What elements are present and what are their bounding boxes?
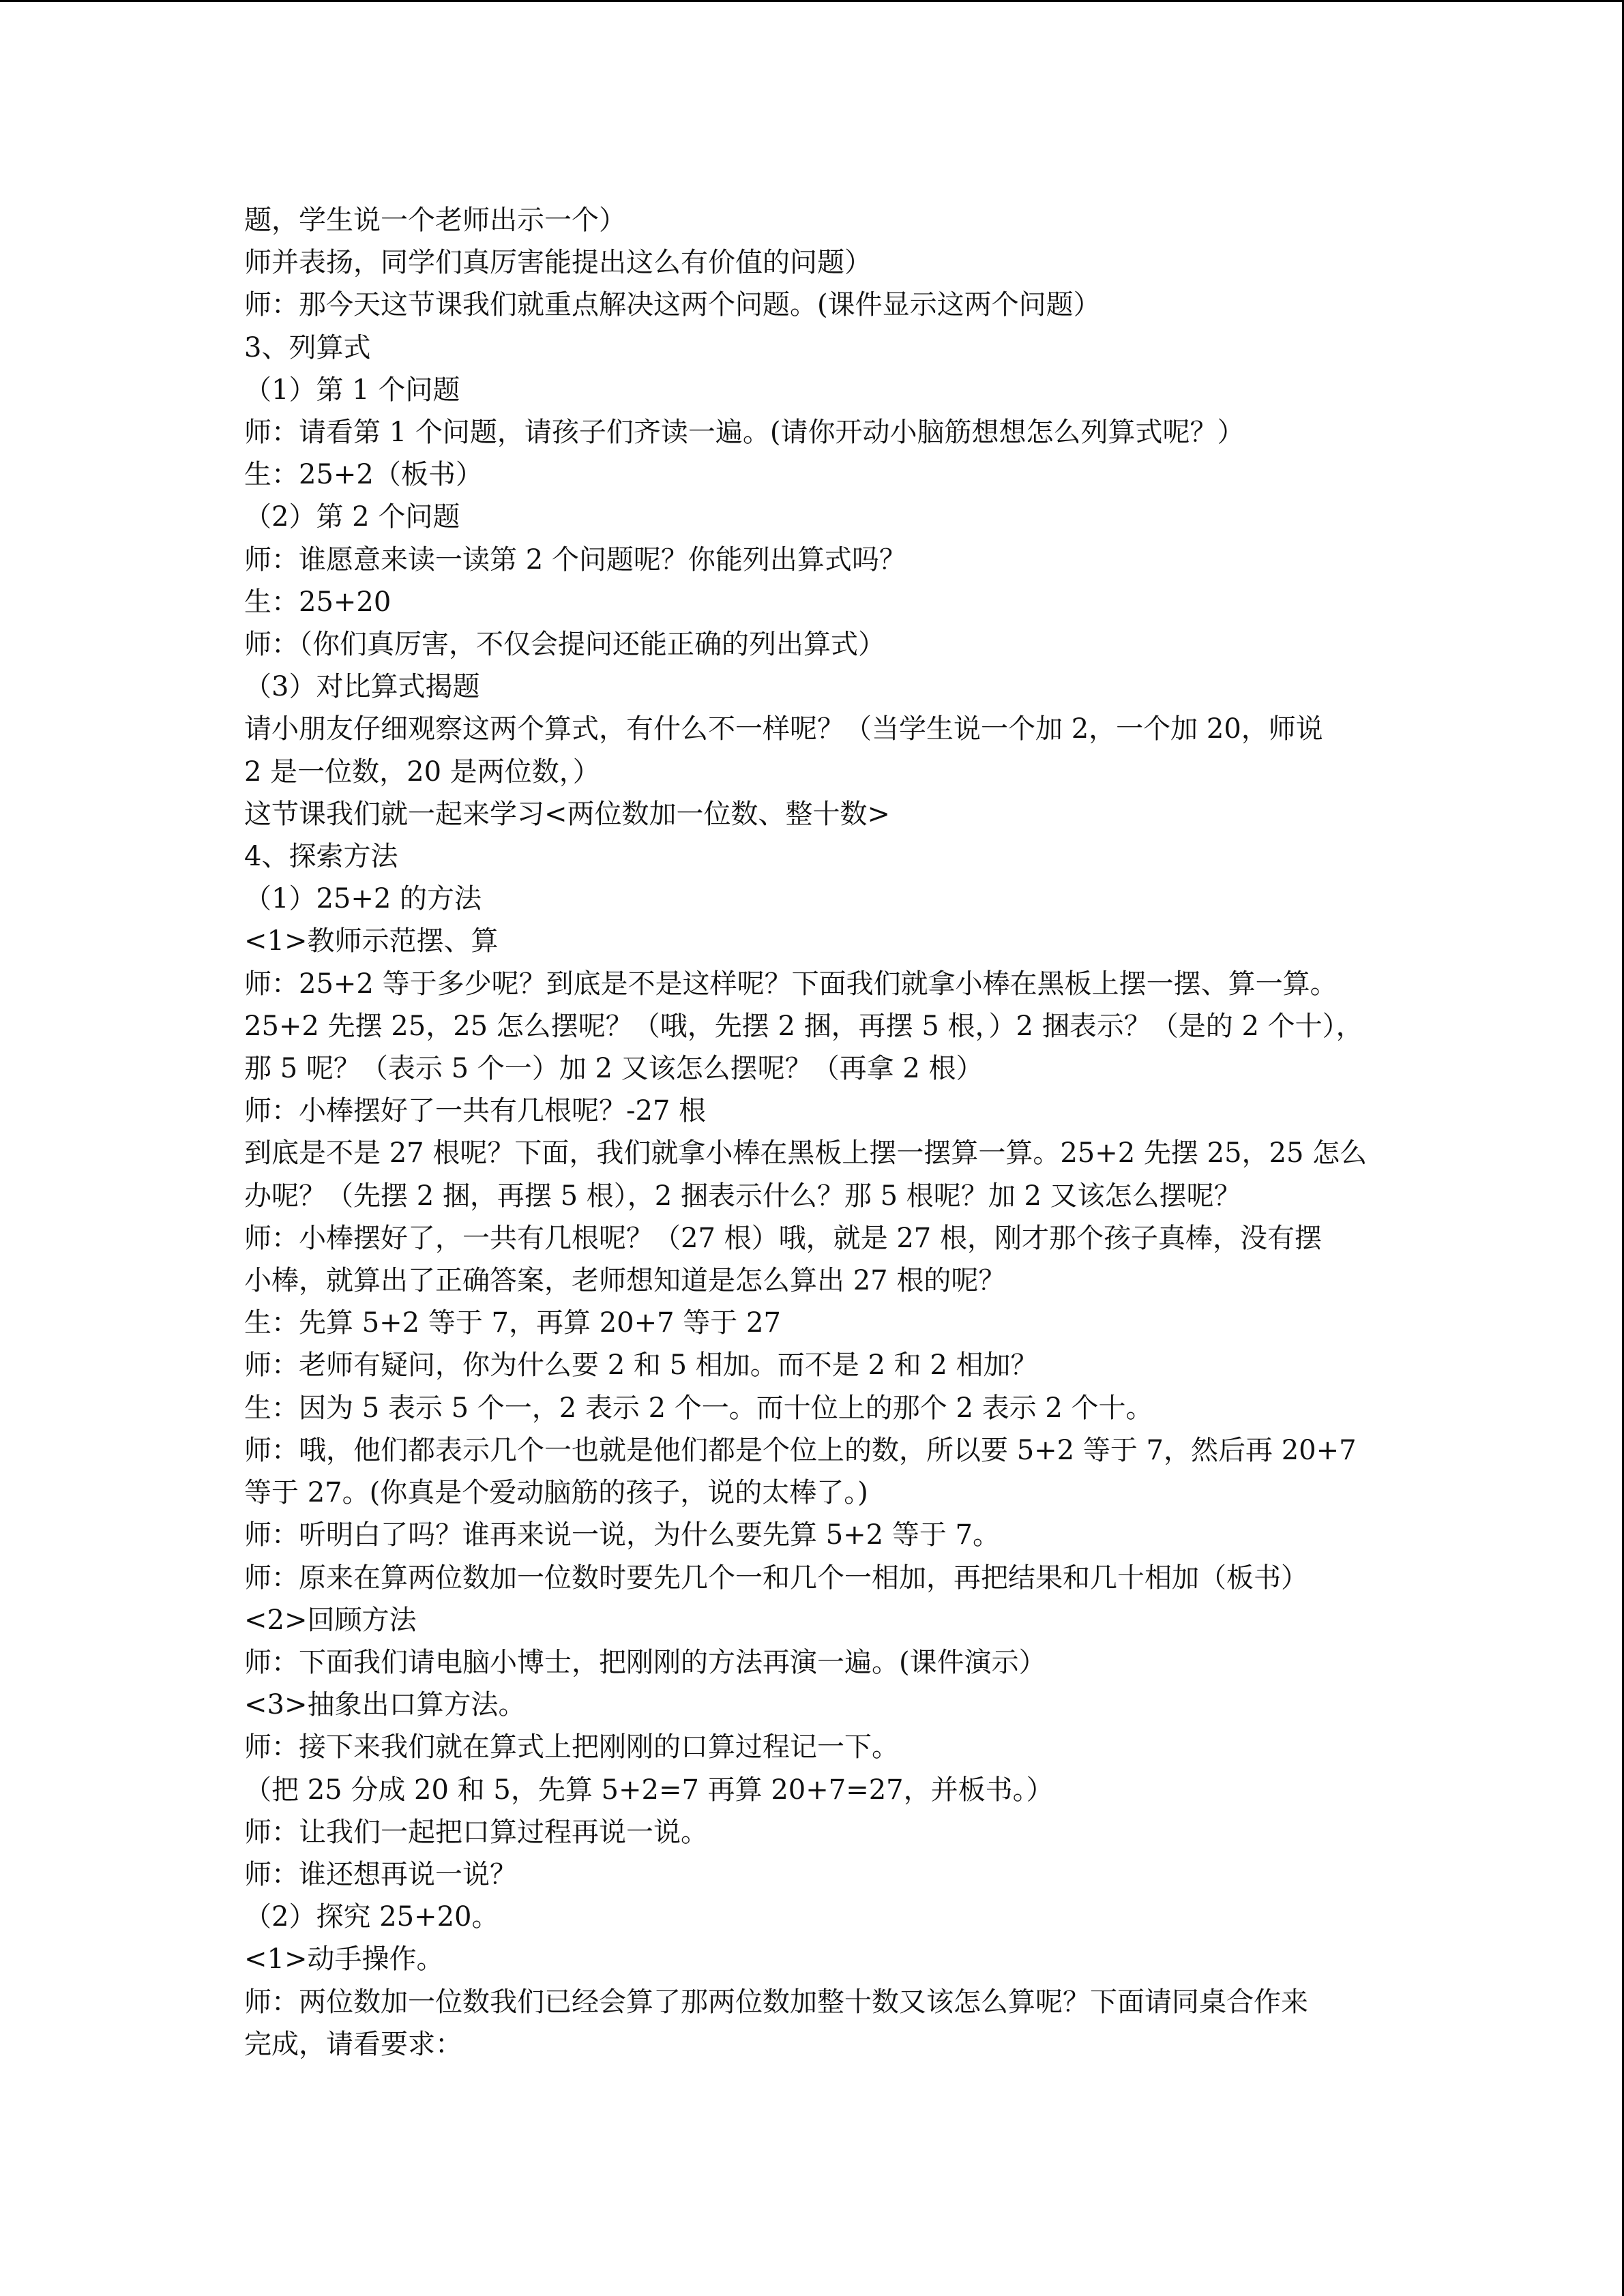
- text-line: 师：接下来我们就在算式上把刚刚的口算过程记一下。: [244, 1731, 899, 1763]
- step-heading: <3>抽象出口算方法。: [244, 1689, 526, 1721]
- subsection-heading: （3）对比算式揭题: [244, 671, 480, 703]
- subsection-heading: （2）第 2 个问题: [244, 501, 460, 533]
- text-line: 师：小棒摆好了，一共有几根呢？（27 根）哦，就是 27 根，刚才那个孩子真棒，没有摆: [244, 1222, 1322, 1254]
- text-line: 到底是不是 27 根呢？下面，我们就拿小棒在黑板上摆一摆算一算。25+2 先摆 25，25 怎么: [244, 1137, 1368, 1169]
- text-line: 生：25+2（板书）: [244, 459, 483, 491]
- section-heading: 3、列算式: [244, 331, 371, 363]
- text-line: （把 25 分成 20 和 5，先算 5+2=7 再算 20+7=27，并板书。）: [244, 1774, 1054, 1806]
- text-line: 那 5 呢？（表示 5 个一）加 2 又该怎么摆呢？（再拿 2 根）: [244, 1053, 984, 1085]
- text-line: 师：小棒摆好了一共有几根呢？-27 根: [244, 1095, 707, 1127]
- text-line: 师：原来在算两位数加一位数时要先几个一和几个一相加，再把结果和几十相加（板书）: [244, 1562, 1308, 1594]
- subsection-heading: （1）25+2 的方法: [244, 883, 482, 915]
- text-line: 师：25+2 等于多少呢？到底是不是这样呢？下面我们就拿小棒在黑板上摆一摆、算一算。: [244, 968, 1338, 1000]
- text-line: 办呢？（先摆 2 捆，再摆 5 根），2 捆表示什么？那 5 根呢？加 2 又该怎么摆呢？: [244, 1180, 1241, 1212]
- text-line: 小棒，就算出了正确答案，老师想知道是怎么算出 27 根的呢？: [244, 1265, 1006, 1297]
- text-line: 师：那今天这节课我们就重点解决这两个问题。(课件显示这两个问题）: [244, 289, 1101, 321]
- text-line: 师：请看第 1 个问题，请孩子们齐读一遍。(请你开动小脑筋想想怎么列算式呢？）: [244, 417, 1245, 449]
- text-line: 完成，请看要求：: [244, 2028, 462, 2060]
- text-line: 请小朋友仔细观察这两个算式，有什么不一样呢？（当学生说一个加 2，一个加 20，师说: [244, 713, 1323, 745]
- subsection-heading: （1）第 1 个问题: [244, 374, 460, 406]
- step-heading: <1>动手操作。: [244, 1943, 444, 1976]
- step-heading: <1>教师示范摆、算: [244, 925, 499, 957]
- text-line: 师：（你们真厉害，不仅会提问还能正确的列出算式）: [244, 629, 885, 661]
- text-line: 师：下面我们请电脑小博士，把刚刚的方法再演一遍。(课件演示）: [244, 1646, 1046, 1678]
- text-line: 师：谁愿意来读一读第 2 个问题呢？你能列出算式吗？: [244, 543, 906, 576]
- text-line: 师：谁还想再说一说？: [244, 1858, 517, 1890]
- document-body: [244, 199, 1390, 2066]
- text-line: 生：先算 5+2 等于 7，再算 20+7 等于 27: [244, 1307, 781, 1339]
- text-line: 等于 27。(你真是个爱动脑筋的孩子，说的太棒了。): [244, 1477, 868, 1509]
- text-line: 题，学生说一个老师出示一个）: [244, 205, 626, 236]
- text-line: 25+2 先摆 25，25 怎么摆呢？（哦，先摆 2 捆，再摆 5 根，）2 捆表示？（是的 2 个十），: [244, 1010, 1363, 1042]
- text-line: 2 是一位数，20 是两位数，）: [244, 756, 600, 788]
- text-line: 师：让我们一起把口算过程再说一说。: [244, 1816, 708, 1848]
- text-line: 生：25+20: [244, 586, 392, 618]
- text-line: 师：听明白了吗？谁再来说一说，为什么要先算 5+2 等于 7。: [244, 1519, 1001, 1551]
- step-heading: <2>回顾方法: [244, 1604, 417, 1636]
- section-heading: 4、探索方法: [244, 841, 398, 873]
- text-line: 师：两位数加一位数我们已经会算了那两位数加整十数又该怎么算呢？下面请同桌合作来: [244, 1986, 1308, 2018]
- text-line: 师：老师有疑问，你为什么要 2 和 5 相加。而不是 2 和 2 相加？: [244, 1350, 1038, 1382]
- subsection-heading: （2）探究 25+20。: [244, 1901, 499, 1933]
- text-line: 师并表扬，同学们真厉害能提出这么有价值的问题）: [244, 247, 872, 279]
- text-line: 这节课我们就一起来学习<两位数加一位数、整十数>: [244, 798, 891, 830]
- text-line: 师：哦，他们都表示几个一也就是他们都是个位上的数，所以要 5+2 等于 7，然后再 20+7: [244, 1434, 1357, 1466]
- text-line: 生：因为 5 表示 5 个一，2 表示 2 个一。而十位上的那个 2 表示 2 个十。: [244, 1392, 1153, 1424]
